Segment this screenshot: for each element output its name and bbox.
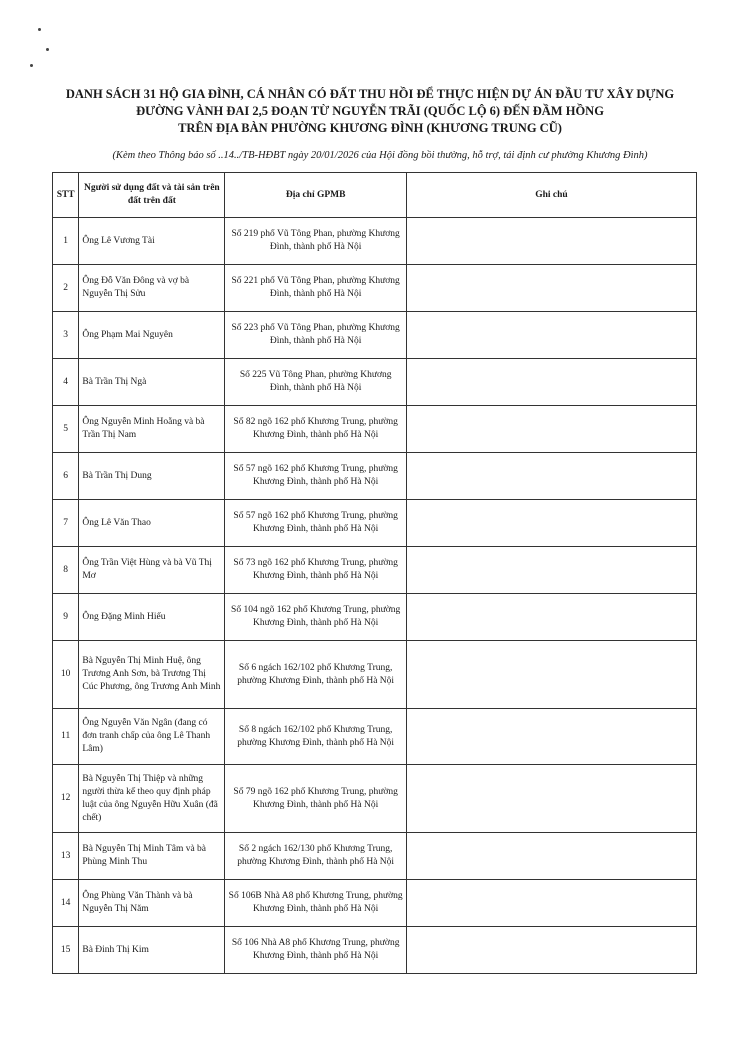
cell-name: Bà Nguyễn Thị Minh Tâm và bà Phùng Minh Thu: [79, 833, 225, 880]
cell-address: Số 57 ngõ 162 phố Khương Trung, phường Khương Đình, thành phố Hà Nội: [225, 500, 407, 547]
cell-name: Ông Lê Vương Tài: [79, 218, 225, 265]
header-stt: STT: [53, 173, 79, 218]
cell-address: Số 221 phố Vũ Tông Phan, phường Khương Đình, thành phố Hà Nội: [225, 265, 407, 312]
table-row: [53, 709, 697, 765]
cell-stt: 8: [53, 547, 79, 594]
table-row: [53, 833, 697, 880]
household-table: [52, 172, 697, 974]
cell-name: Ông Phùng Văn Thành và bà Nguyễn Thị Năm: [79, 880, 225, 927]
table-row: [53, 641, 697, 709]
table-row: [53, 406, 697, 453]
cell-note: [406, 312, 696, 359]
cell-address: Số 73 ngõ 162 phố Khương Trung, phường Khương Đình, thành phố Hà Nội: [225, 547, 407, 594]
header-address: Địa chỉ GPMB: [225, 173, 407, 218]
cell-stt: 4: [53, 359, 79, 406]
cell-address: Số 219 phố Vũ Tông Phan, phường Khương Đình, thành phố Hà Nội: [225, 218, 407, 265]
document-title-line-1: DANH SÁCH 31 HỘ GIA ĐÌNH, CÁ NHÂN CÓ ĐẤT THU HỒI ĐỂ THỰC HIỆN DỰ ÁN ĐẦU TƯ XÂY DỰNG: [65, 87, 675, 101]
cell-name: Ông Lê Văn Thao: [79, 500, 225, 547]
cell-stt: 14: [53, 880, 79, 927]
cell-stt: 2: [53, 265, 79, 312]
table-row: [53, 927, 697, 974]
document-title-line-2: ĐƯỜNG VÀNH ĐAI 2,5 ĐOẠN TỪ NGUYỄN TRÃI (QUỐC LỘ 6) ĐẾN ĐẦM HỒNG: [136, 104, 604, 118]
table-row: [53, 312, 697, 359]
cell-note: [406, 765, 696, 833]
table-row: [53, 765, 697, 833]
table-row: [53, 880, 697, 927]
table-row: [53, 500, 697, 547]
scan-speck: [38, 28, 41, 31]
cell-note: [406, 594, 696, 641]
cell-note: [406, 406, 696, 453]
cell-stt: 9: [53, 594, 79, 641]
cell-name: Bà Trần Thị Ngà: [79, 359, 225, 406]
cell-name: Bà Nguyễn Thị Minh Huệ, ông Trương Anh Sơn, bà Trương Thị Cúc Phương, ông Trương Anh Minh: [79, 641, 225, 709]
table-row: [53, 547, 697, 594]
header-note: Ghi chú: [406, 173, 696, 218]
document-subtitle: (Kèm theo Thông báo số ..14../TB-HĐBT ngày 20/01/2026 của Hội đồng bồi thường, hỗ trợ, tái định cư phường Khương Đình): [112, 150, 648, 161]
cell-name: Bà Đinh Thị Kim: [79, 927, 225, 974]
cell-address: Số 225 Vũ Tông Phan, phường Khương Đình, thành phố Hà Nội: [225, 359, 407, 406]
table-row: [53, 218, 697, 265]
cell-note: [406, 641, 696, 709]
cell-stt: 12: [53, 765, 79, 833]
table-row: [53, 594, 697, 641]
cell-note: [406, 927, 696, 974]
scan-speck: [46, 48, 49, 51]
cell-stt: 13: [53, 833, 79, 880]
cell-note: [406, 453, 696, 500]
cell-note: [406, 880, 696, 927]
cell-stt: 6: [53, 453, 79, 500]
table-header-row: [53, 173, 697, 218]
cell-address: Số 79 ngõ 162 phố Khương Trung, phường Khương Đình, thành phố Hà Nội: [225, 765, 407, 833]
cell-address: Số 8 ngách 162/102 phố Khương Trung, phường Khương Đình, thành phố Hà Nội: [225, 709, 407, 765]
table-row: [53, 265, 697, 312]
cell-stt: 5: [53, 406, 79, 453]
cell-name: Ông Đặng Minh Hiếu: [79, 594, 225, 641]
cell-address: Số 82 ngõ 162 phố Khương Trung, phường Khương Đình, thành phố Hà Nội: [225, 406, 407, 453]
cell-stt: 7: [53, 500, 79, 547]
cell-address: Số 2 ngách 162/130 phố Khương Trung, phường Khương Đình, thành phố Hà Nội: [225, 833, 407, 880]
cell-address: Số 57 ngõ 162 phố Khương Trung, phường Khương Đình, thành phố Hà Nội: [225, 453, 407, 500]
cell-address: Số 6 ngách 162/102 phố Khương Trung, phường Khương Đình, thành phố Hà Nội: [225, 641, 407, 709]
scan-speck: [30, 64, 33, 67]
header-name: Người sử dụng đất và tài sản trên đất trên đất: [79, 173, 225, 218]
cell-stt: 15: [53, 927, 79, 974]
cell-address: Số 223 phố Vũ Tông Phan, phường Khương Đình, thành phố Hà Nội: [225, 312, 407, 359]
cell-name: Ông Trần Việt Hùng và bà Vũ Thị Mơ: [79, 547, 225, 594]
cell-name: Ông Nguyễn Văn Ngân (đang có đơn tranh chấp của ông Lê Thanh Lâm): [79, 709, 225, 765]
document-title-line-3: TRÊN ĐỊA BÀN PHƯỜNG KHƯƠNG ĐÌNH (KHƯƠNG TRUNG CŨ): [178, 121, 562, 135]
cell-address: Số 106B Nhà A8 phố Khương Trung, phường Khương Đình, thành phố Hà Nội: [225, 880, 407, 927]
cell-note: [406, 709, 696, 765]
cell-name: Ông Phạm Mai Nguyên: [79, 312, 225, 359]
cell-note: [406, 500, 696, 547]
cell-stt: 3: [53, 312, 79, 359]
cell-stt: 1: [53, 218, 79, 265]
cell-name: Ông Nguyễn Minh Hoằng và bà Trần Thị Nam: [79, 406, 225, 453]
cell-note: [406, 218, 696, 265]
cell-name: Bà Trần Thị Dung: [79, 453, 225, 500]
cell-stt: 11: [53, 709, 79, 765]
cell-address: Số 104 ngõ 162 phố Khương Trung, phường Khương Đình, thành phố Hà Nội: [225, 594, 407, 641]
cell-name: Ông Đỗ Văn Đông và vợ bà Nguyễn Thị Sửu: [79, 265, 225, 312]
cell-note: [406, 359, 696, 406]
cell-name: Bà Nguyễn Thị Thiệp và những người thừa kế theo quy định pháp luật của ông Nguyễn Hữu Xuân (đã chết): [79, 765, 225, 833]
cell-note: [406, 833, 696, 880]
table-row: [53, 453, 697, 500]
cell-address: Số 106 Nhà A8 phố Khương Trung, phường Khương Đình, thành phố Hà Nội: [225, 927, 407, 974]
cell-note: [406, 547, 696, 594]
cell-note: [406, 265, 696, 312]
table-row: [53, 359, 697, 406]
cell-stt: 10: [53, 641, 79, 709]
